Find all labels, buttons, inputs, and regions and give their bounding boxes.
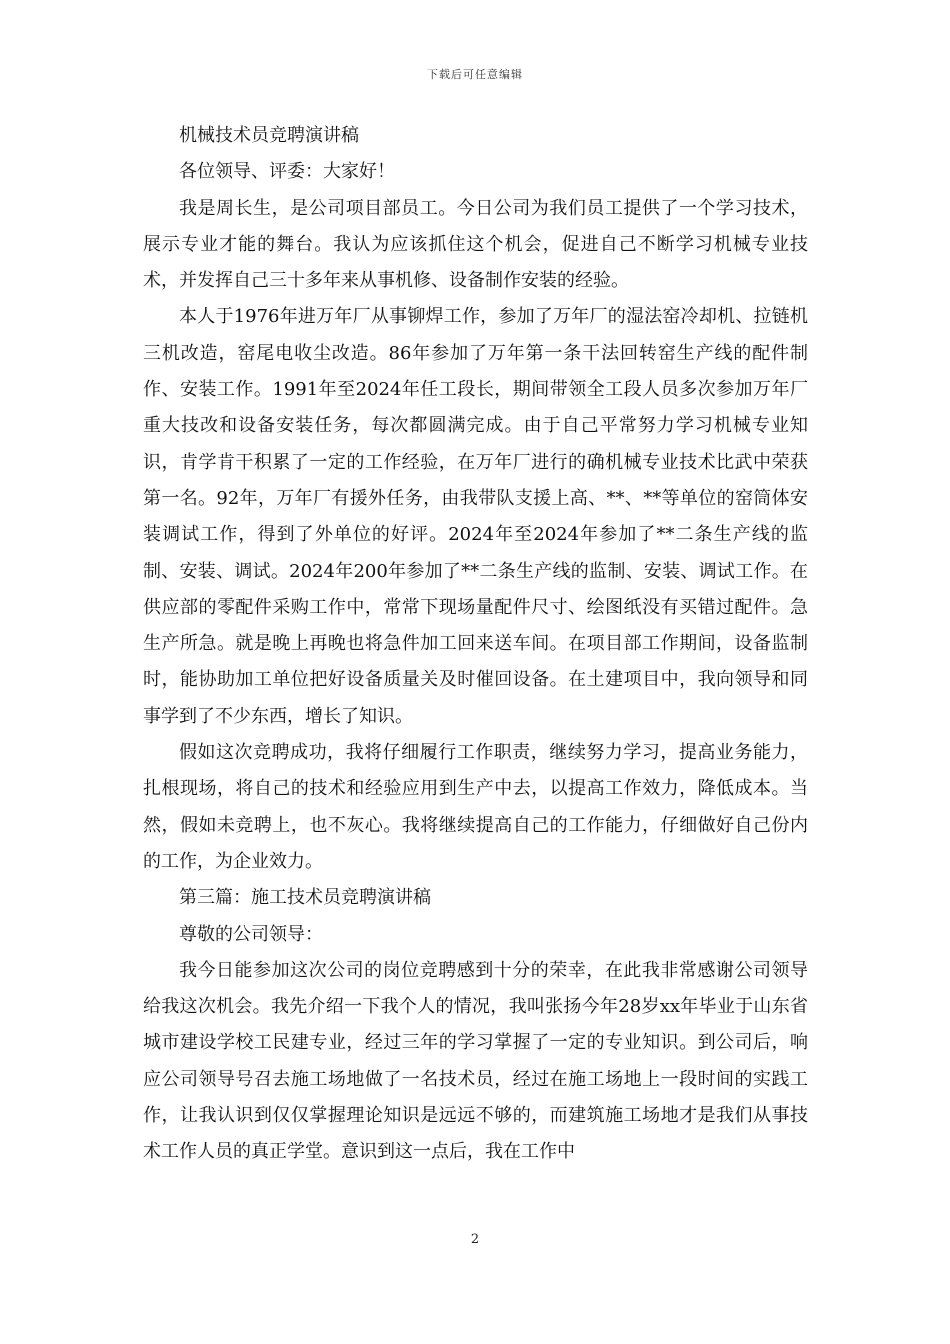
page-number: 2 bbox=[470, 1232, 480, 1247]
salutation: 尊敬的公司领导： bbox=[179, 923, 323, 945]
page-header: 下载后可任意编辑 bbox=[427, 68, 523, 81]
document-title: 机械技术员竞聘演讲稿 bbox=[179, 125, 359, 146]
body-paragraph: 我今日能参加这次公司的岗位竞聘感到十分的荣幸，在此我非常感谢公司领导给我这次机会。我先介绍一下我个人的情况，我叫张扬今年28岁xx年毕业于山东省城市建设学校工民建专业，经过三年的学习掌握了一定的专业知识。到公司后，响应公司领导号召去施工场地做了一名技术员，经过在施工场地上一段时间的实践工作，让我认识到仅仅掌握理论知识是远远不够的，而建筑施工场地才是我们从事技术工作人员的真正学堂。意识到这一点后，我在工作中 bbox=[143, 959, 808, 1163]
document-body bbox=[143, 118, 808, 1171]
body-paragraph: 我是周长生，是公司项目部员工。今日公司为我们员工提供了一个学习技术，展示专业才能的舞台。我认为应该抓住这个机会，促进自己不断学习机械专业技术，并发挥自己三十多年来从事机修、设备制作安装的经验。 bbox=[143, 197, 808, 292]
section-heading: 第三篇：施工技术员竞聘演讲稿 bbox=[179, 887, 431, 909]
body-paragraph: 假如这次竞聘成功，我将仔细履行工作职责，继续努力学习，提高业务能力，扎根现场，将自己的技术和经验应用到生产中去，以提高工作效力，降低成本。当然，假如未竞聘上，也不灰心。我将继续提高自己的工作能力，仔细做好自己份内的工作，为企业效力。 bbox=[143, 742, 808, 872]
body-paragraph: 本人于1976年进万年厂从事铆焊工作，参加了万年厂的湿法窑冷却机、拉链机三机改造，窑尾电收尘改造。86年参加了万年第一条干法回转窑生产线的配件制作、安装工作。1991年至2024年任工段长，期间带领全工段人员多次参加万年厂重大技改和设备安装任务，每次都圆满完成。由于自己平常努力学习机械专业知识，肯学肯干积累了一定的工作经验，在万年厂进行的确机械专业技术比武中荣获第一名。92年，万年厂有援外任务，由我带队支援上高、**、**等单位的窑筒体安装调试工作，得到了外单位的好评。2024年至2024年参加了**二条生产线的监制、安装、调试。2024年200年参加了**二条生产线的监制、安装、调试工作。在供应部的零配件采购工作中，常常下现场量配件尺寸、绘图纸没有买错过配件。急生产所急。就是晚上再晚也将急件加工回来送车间。在项目部工作期间，设备监制时，能协助加工单位把好设备质量关及时催回设备。在土建项目中，我向领导和同事学到了不少东西，增长了知识。 bbox=[143, 306, 808, 727]
salutation: 各位领导、评委：大家好！ bbox=[179, 161, 395, 183]
